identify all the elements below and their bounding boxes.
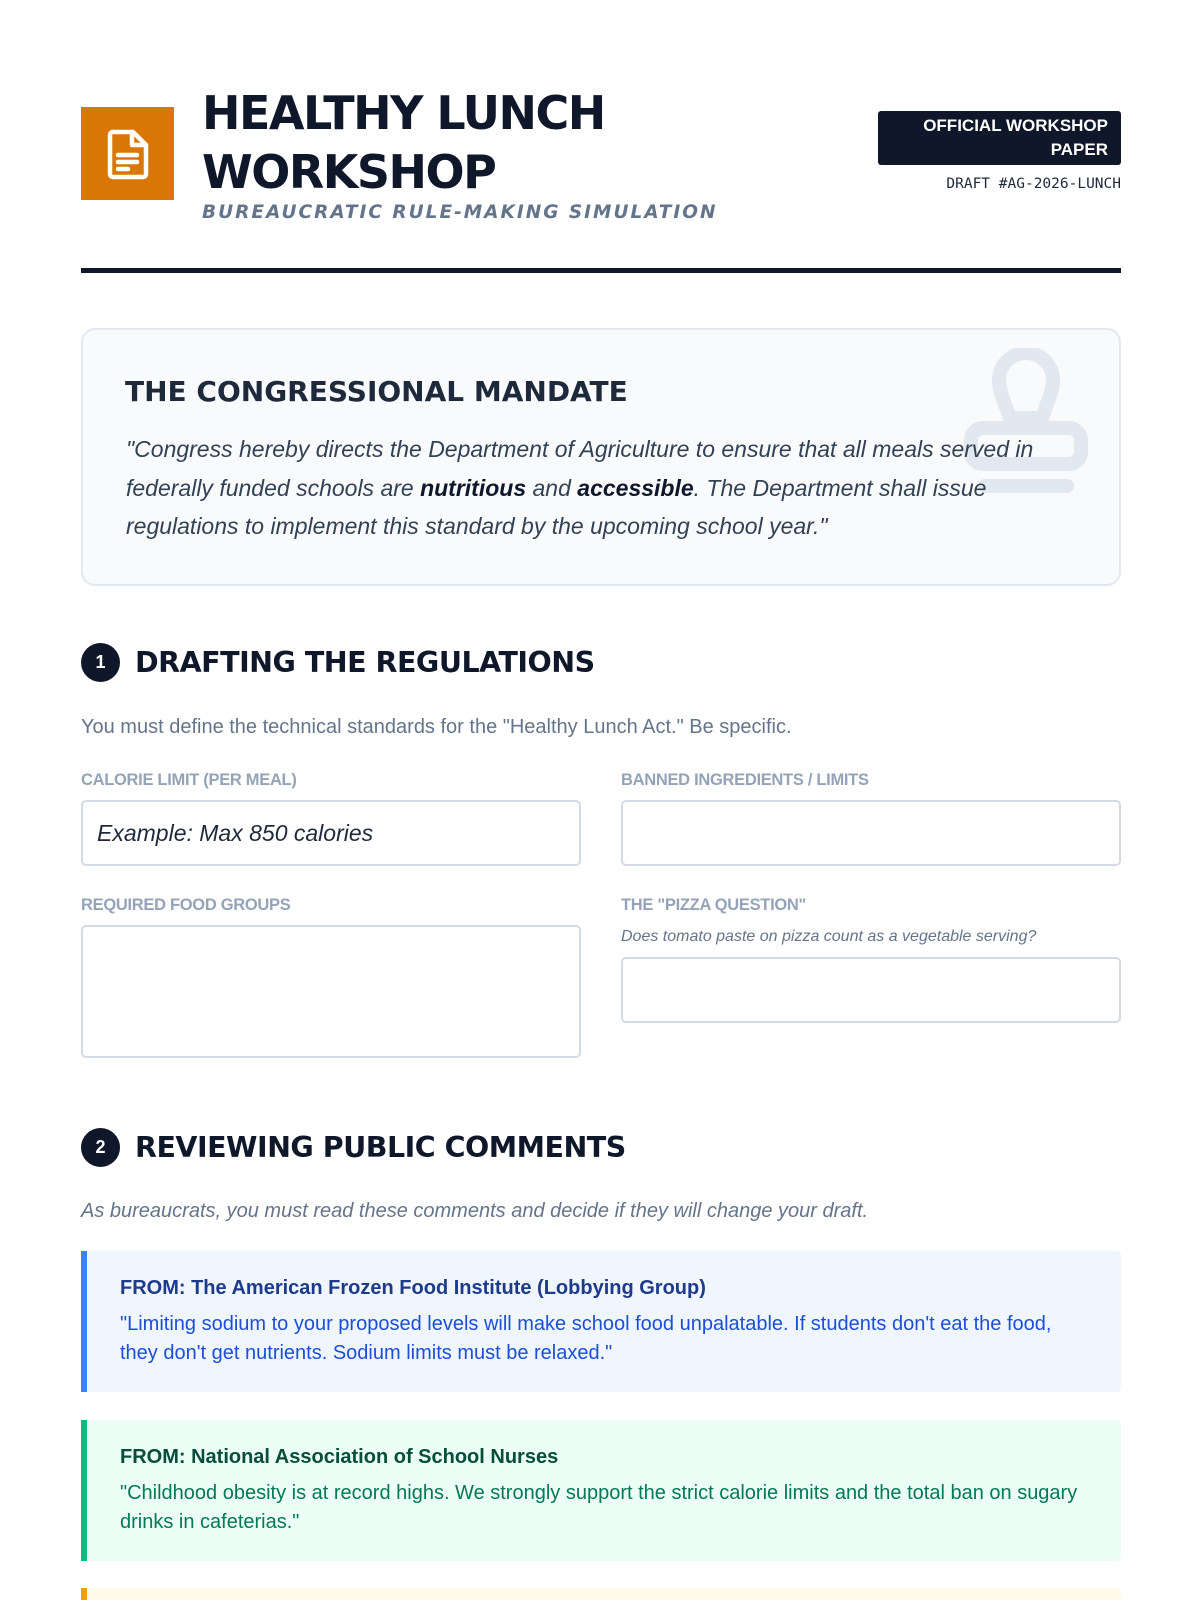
official-badge: OFFICIAL WORKSHOP PAPER [878,111,1121,165]
document-icon [81,107,174,200]
section-intro: You must define the technical standards for the "Healthy Lunch Act." Be specific. [81,716,792,738]
banned-ingredients-input[interactable] [623,802,1119,864]
mandate-title: THE CONGRESSIONAL MANDATE [125,375,628,408]
comment-text: "Limiting sodium to your proposed levels will make school food unpalatable. If students don't eat the food, they don't get nutrients. Sodium limits must be relaxed." [120,1313,1052,1364]
page-title: HEALTHY LUNCH WORKSHOP [202,86,605,199]
mandate-emphasis-nutritious: nutritious [420,474,527,501]
pizza-question-field[interactable] [621,957,1121,1023]
comment-author: FROM: The American Frozen Food Institute (Lobbying Group) [120,1277,706,1299]
page-subtitle: BUREAUCRATIC RULE-MAKING SIMULATION [202,202,718,223]
required-food-groups-field[interactable] [81,925,581,1058]
section-comments-heading [81,1128,626,1167]
public-comment-lobby [81,1251,1121,1392]
section-drafting-heading [81,643,595,682]
comment-text: "Childhood obesity is at record highs. We strongly support the strict calorie limits and the total ban on sugary drinks in cafeterias." [120,1482,1078,1533]
pizza-question-input[interactable] [623,959,1119,1021]
mandate-quote: "Congress hereby directs the Department of Agriculture to ensure that all meals served in federally funded schools are nutritious and accessible. The Department shall issue regulations to implement this standard by the upcoming school year." [126,436,1034,539]
header-divider [81,268,1121,273]
section-number-badge: 2 [81,1128,120,1167]
mandate-card [81,328,1121,586]
document-header [81,84,1121,224]
section-number-badge: 1 [81,643,120,682]
calorie-limit-field[interactable] [81,800,581,866]
section-title: REVIEWING PUBLIC COMMENTS [135,1131,626,1164]
banned-ingredients-field[interactable] [621,800,1121,866]
public-comment-nurses [81,1420,1121,1561]
pizza-question-label: THE "PIZZA QUESTION" [621,896,807,914]
section-intro: As bureaucrats, you must read these comments and decide if they will change your draft. [81,1200,869,1222]
public-comment-third [81,1588,1121,1600]
required-food-groups-textarea[interactable] [83,927,579,1056]
calorie-limit-input[interactable] [83,802,579,864]
banned-ingredients-label: BANNED INGREDIENTS / LIMITS [621,771,869,789]
comment-author: FROM: National Association of School Nurses [120,1446,559,1468]
calorie-limit-label: CALORIE LIMIT (PER MEAL) [81,771,297,789]
draft-number: DRAFT #AG-2026-LUNCH [946,176,1121,192]
pizza-question-hint: Does tomato paste on pizza count as a vegetable serving? [621,928,1037,945]
mandate-emphasis-accessible: accessible [577,474,694,501]
required-food-groups-label: REQUIRED FOOD GROUPS [81,896,291,914]
section-title: DRAFTING THE REGULATIONS [135,646,595,679]
